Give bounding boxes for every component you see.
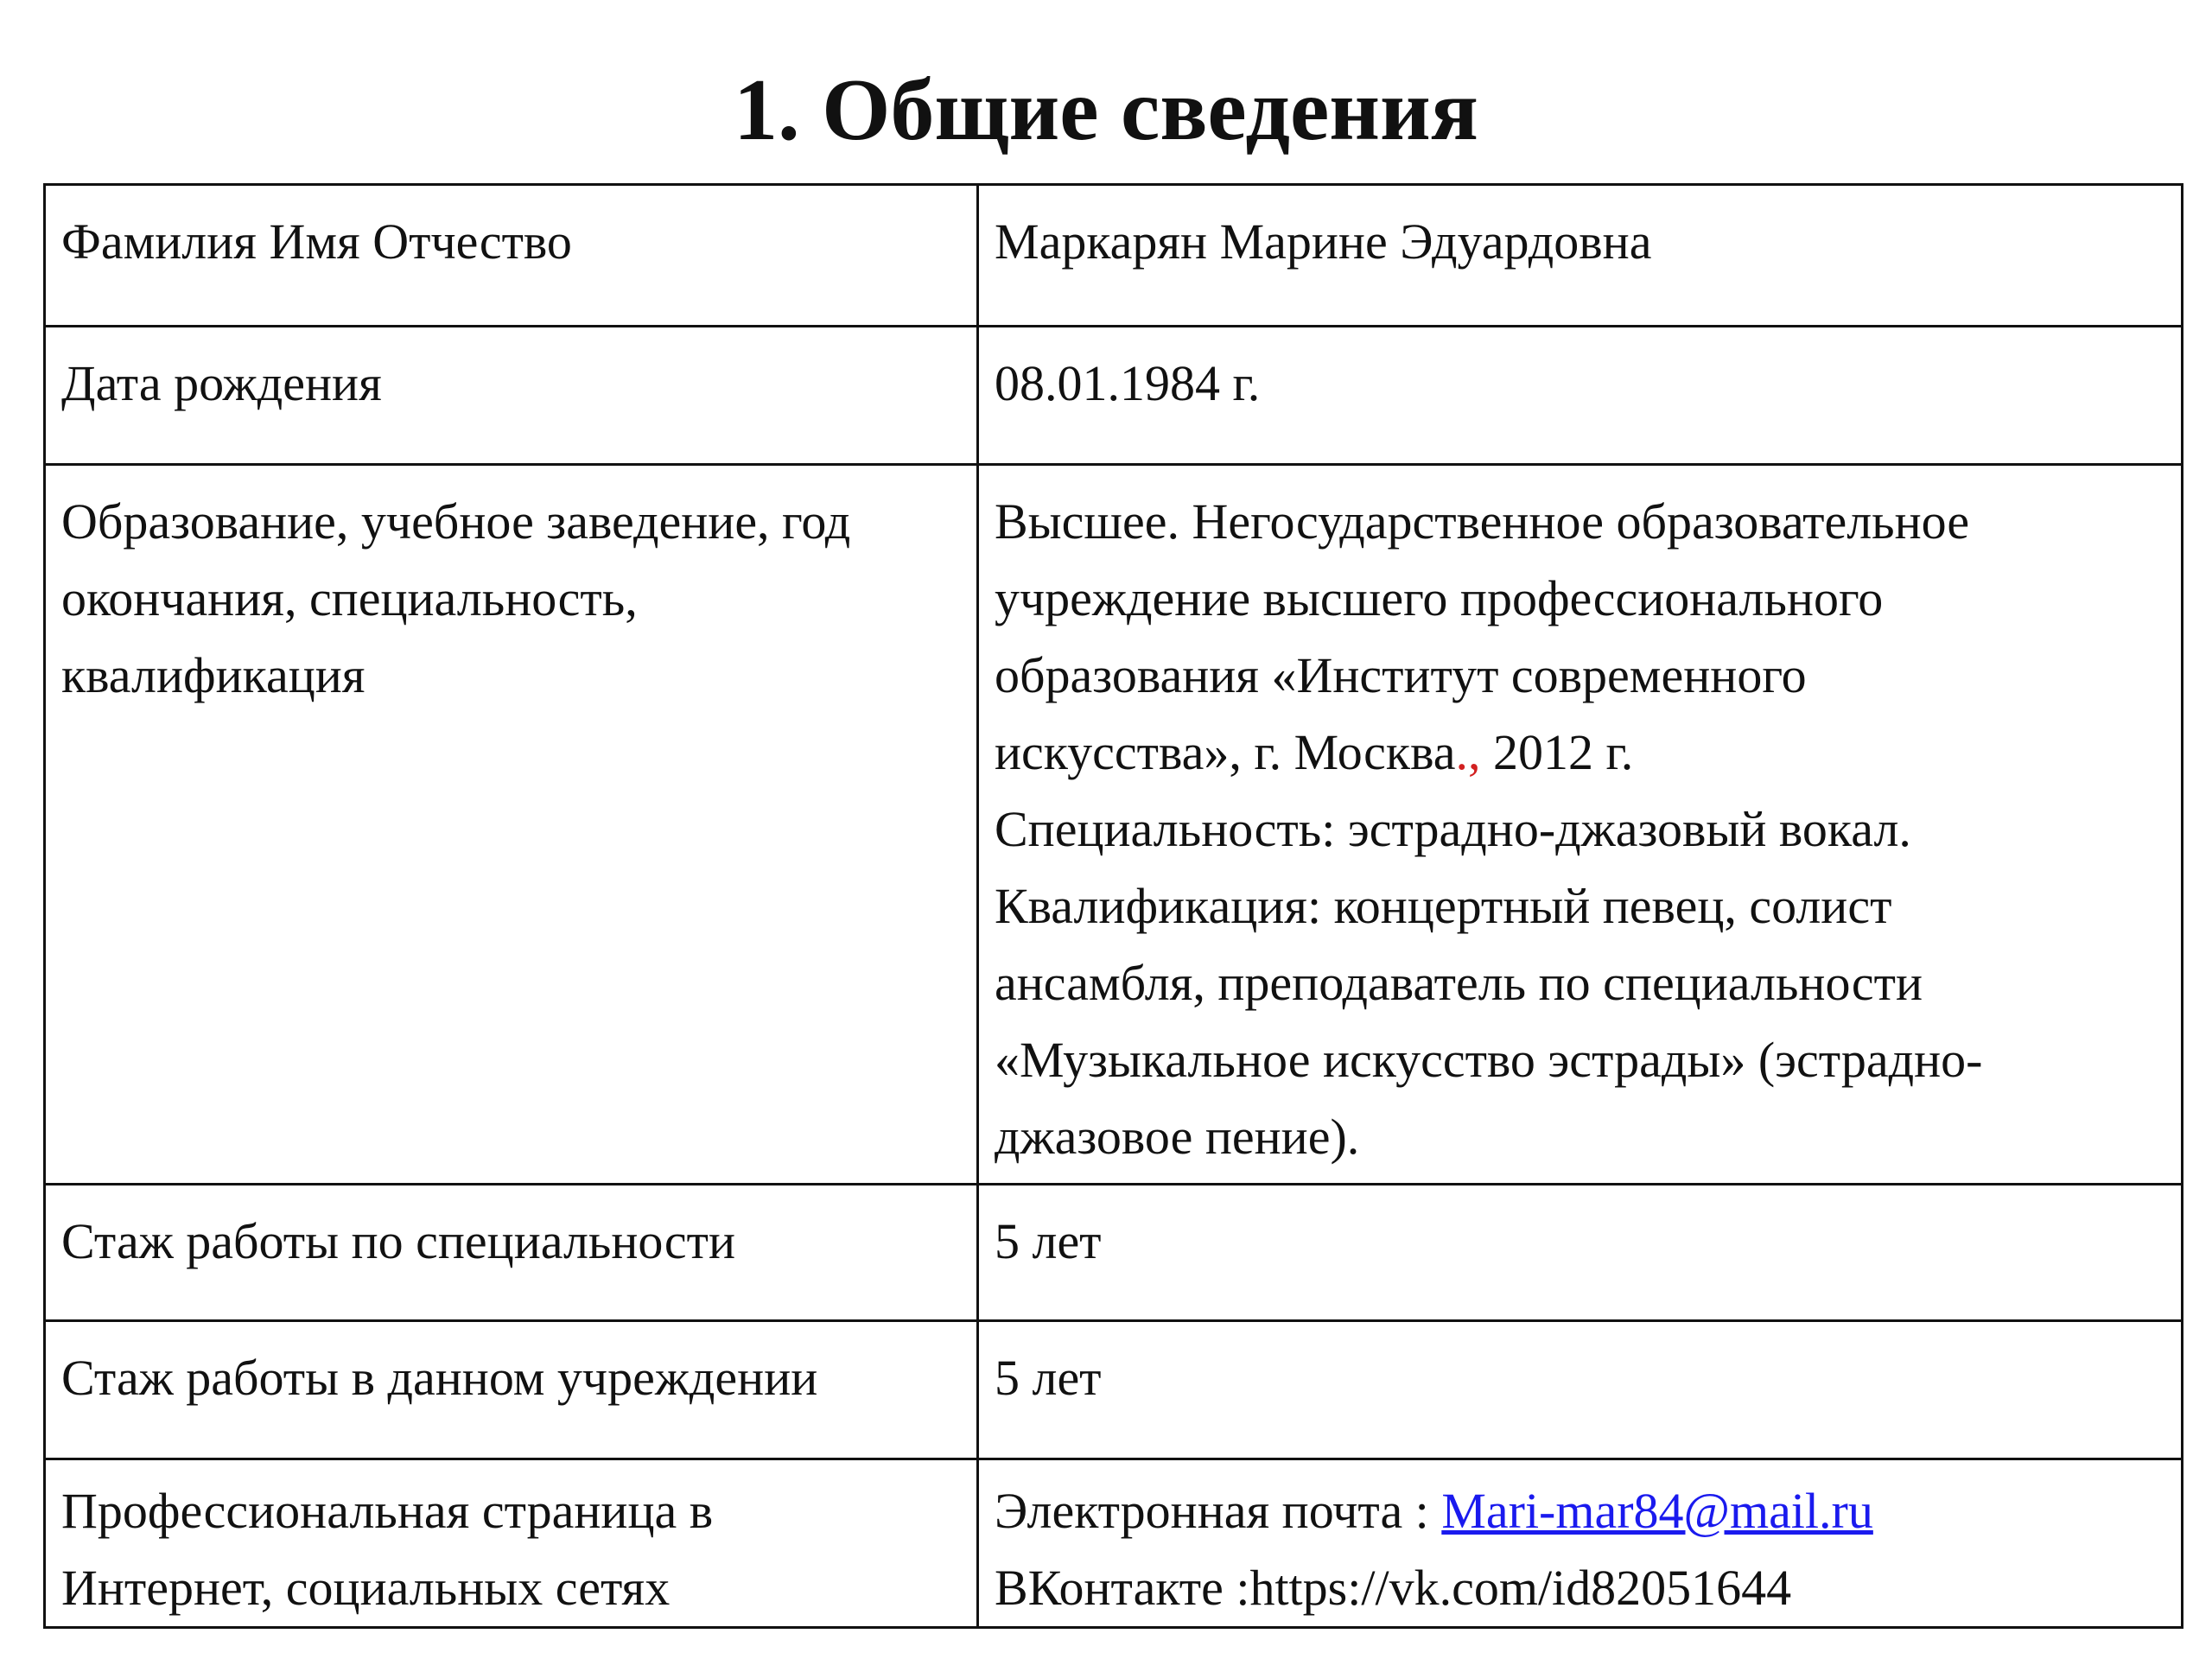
row-label-education	[45, 465, 978, 1185]
general-info-table	[43, 183, 2183, 1629]
value-line: Высшее. Негосударственное образовательное	[995, 493, 1970, 550]
row-label-birth-date: Дата рождения	[45, 327, 978, 465]
red-punctuation: .,	[1455, 724, 1481, 780]
value-line	[995, 714, 2165, 791]
label-line: Интернет, социальных сетях	[61, 1560, 671, 1616]
value-line: Квалификация: концертный певец, солист	[995, 878, 1892, 934]
email-prefix: Электронная почта :	[995, 1483, 1442, 1539]
value-line: «Музыкальное искусство эстрады» (эстрадно-	[995, 1032, 1983, 1088]
row-value-birth-date: 08.01.1984 г.	[978, 327, 2183, 465]
row-value-education	[978, 465, 2183, 1185]
row-value-full-name: Маркарян Марине Эдуардовна	[978, 185, 2183, 327]
value-text: искусства», г. Москва	[995, 724, 1456, 780]
value-line: ансамбля, преподаватель по специальности	[995, 955, 1923, 1011]
value-line: учреждение высшего профессионального	[995, 570, 1884, 626]
row-label-web-page	[45, 1459, 978, 1628]
vk-line: ВКонтакте :https://vk.com/id82051644	[995, 1560, 1792, 1616]
value-text: 2012 г.	[1480, 724, 1634, 780]
table-row	[45, 1321, 2183, 1459]
row-value-experience-institution: 5 лет	[978, 1321, 2183, 1459]
table-row	[45, 185, 2183, 327]
label-line: окончания, специальность,	[61, 570, 638, 626]
value-line: джазовое пение).	[995, 1109, 1360, 1165]
row-value-experience-specialty: 5 лет	[978, 1185, 2183, 1321]
table-row	[45, 1459, 2183, 1628]
email-link[interactable]: Mari-mar84@mail.ru	[1441, 1483, 1873, 1539]
table-row	[45, 327, 2183, 465]
row-label-experience-specialty: Стаж работы по специальности	[45, 1185, 978, 1321]
table-row	[45, 465, 2183, 1185]
row-value-web-page	[978, 1459, 2183, 1628]
row-label-full-name: Фамилия Имя Отчество	[45, 185, 978, 327]
label-line: Образование, учебное заведение, год	[61, 493, 851, 550]
table-row	[45, 1185, 2183, 1321]
row-label-experience-institution: Стаж работы в данном учреждении	[45, 1321, 978, 1459]
label-line: квалификация	[61, 647, 365, 703]
value-line: Специальность: эстрадно-джазовый вокал.	[995, 801, 1911, 857]
value-line: образования «Институт современного	[995, 647, 1807, 703]
page-title: 1. Общие сведения	[734, 61, 1478, 159]
email-line	[995, 1472, 2165, 1549]
label-line: Профессиональная страница в	[61, 1483, 714, 1539]
